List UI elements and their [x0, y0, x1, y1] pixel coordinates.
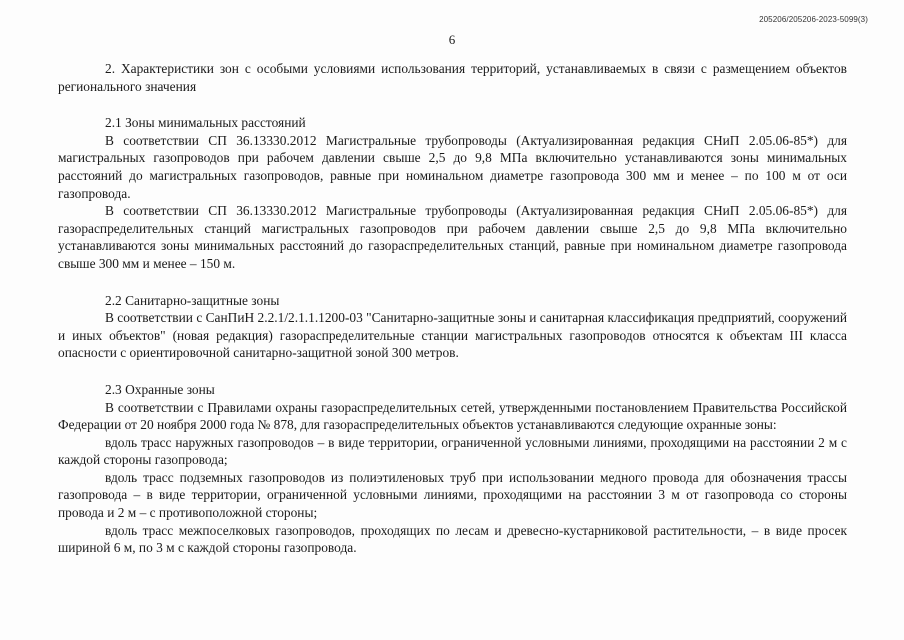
- subsection-title: 2.3 Охранные зоны: [105, 381, 215, 397]
- document-id: 205206/205206-2023-5099(3): [759, 15, 868, 24]
- page-number: 6: [448, 32, 456, 47]
- subsection-title: 2.2 Санитарно-защитные зоны: [105, 292, 280, 308]
- paragraph: В соответствии СП 36.13330.2012 Магистральные трубопроводы (Актуализированная редакция СНиП 2.05.06-85*) для газораспределительных станций магистральных газопроводов при рабочем давлении свыше 2,5 до 9,8 МПа включительно устанавливаются зоны минимальных расстояний до газораспределительных станций, равные при номинальном диаметре газопровода свыше 300 мм и менее – 150 м.: [58, 203, 847, 271]
- document-body: [58, 60, 847, 557]
- paragraph: вдоль трасс межпоселковых газопроводов, проходящих по лесам и древесно-кустарниковой растительности, – в виде просек шириной 6 м, по 3 м с каждой стороны газопровода.: [58, 522, 847, 556]
- subsection-minimum-distances: [58, 114, 847, 272]
- section-title: 2. Характеристики зон с особыми условиями использования территорий, устанавливаемых в связи с размещением объектов регионального значения: [58, 61, 847, 94]
- subsection-title: 2.1 Зоны минимальных расстояний: [105, 115, 306, 131]
- paragraph: вдоль трасс подземных газопроводов из полиэтиленовых труб при использовании медного провода для обозначения трассы газопровода – в виде территории, ограниченной условными линиями, проходящими на расстоянии 3 м от газопровода со стороны провода и 2 м – с противоположной стороны;: [58, 469, 847, 521]
- paragraph: В соответствии с СанПиН 2.2.1/2.1.1.1200-03 "Санитарно-защитные зоны и санитарная классификация предприятий, сооружений и иных объектов" (новая редакция) газораспределительные станции магистральных газопроводов относятся к объектам III класса опасности с ориентировочной санитарно-защитной зоной 300 метров.: [58, 310, 847, 361]
- subsection-sanitary-zones: [58, 292, 847, 362]
- subsection-protection-zones: [58, 381, 847, 557]
- paragraph: В соответствии с Правилами охраны газораспределительных сетей, утвержденными постановлением Правительства Российской Федерации от 20 ноября 2000 года № 878, для газораспределительных объектов устанавливаются следующие охранные зоны:: [58, 399, 847, 433]
- paragraph: вдоль трасс наружных газопроводов – в виде территории, ограниченной условными линиями, проходящими на расстоянии 2 м с каждой стороны газопровода;: [58, 434, 847, 468]
- paragraph: В соответствии СП 36.13330.2012 Магистральные трубопроводы (Актуализированная редакция СНиП 2.05.06-85*) для магистральных газопроводов при рабочем давлении свыше 2,5 до 9,8 МПа включительно устанавливаются зоны минимальных расстояний до магистральных газопроводов, равные при номинальном диаметре газопровода 300 мм и менее – по 100 м от оси газопровода.: [58, 132, 847, 201]
